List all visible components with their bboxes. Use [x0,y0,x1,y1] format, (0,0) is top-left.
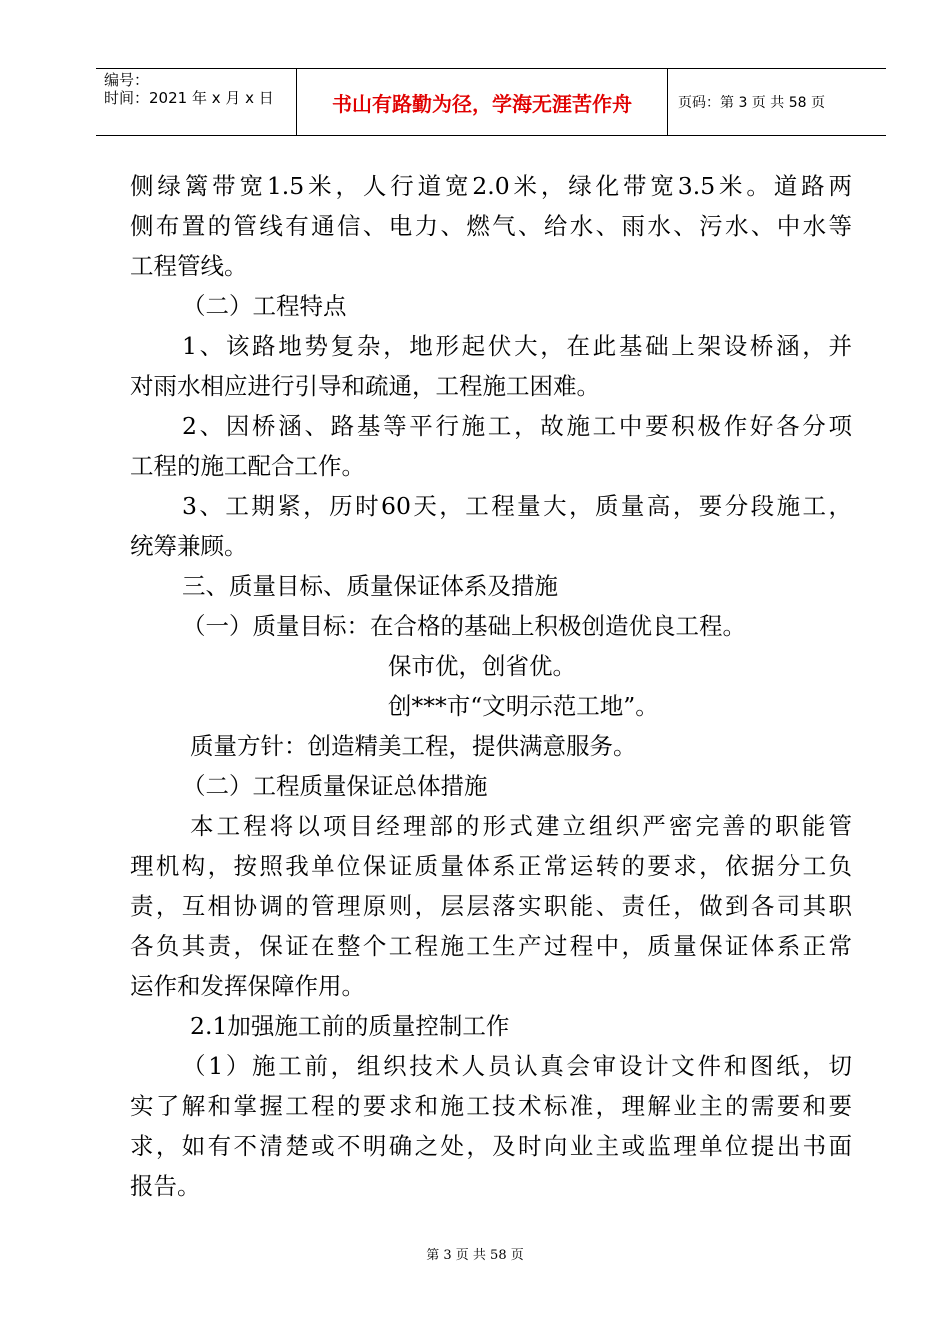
header-page-info: 页码：第 3 页 共 58 页 [678,95,825,111]
body-line: （1）施工前，组织技术人员认真会审设计文件和图纸，切 [182,1052,852,1080]
body-line: 实了解和掌握工程的要求和施工技术标准，理解业主的需要和要 [130,1092,852,1120]
header-motto: 书山有路勤为径，学海无涯苦作舟 [297,69,668,135]
section-heading: （二）工程特点 [182,292,347,320]
serial-number-label: 编号： [104,71,150,89]
section-heading: （二）工程质量保证总体措施 [182,772,488,800]
body-line: 本工程将以项目经理部的形式建立组织严密完善的职能管 [190,812,852,840]
section-heading: 2.1加强施工前的质量控制工作 [190,1012,510,1040]
body-line: 1、该路地势复杂，地形起伏大，在此基础上架设桥涵，并 [182,332,852,360]
body-line: 理机构，按照我单位保证质量体系正常运转的要求，依据分工负 [130,852,852,880]
body-line: （一）质量目标：在合格的基础上积极创造优良工程。 [182,612,746,640]
body-line: 对雨水相应进行引导和疏通，工程施工困难。 [130,372,600,400]
body-line: 责，互相协调的管理原则，层层落实职能、责任，做到各司其职 [130,892,852,920]
body-line: 工程的施工配合工作。 [130,452,365,480]
body-line: 2、因桥涵、路基等平行施工，故施工中要积极作好各分项 [182,412,852,440]
body-line: 创***市“文明示范工地”。 [388,692,659,720]
page-header [96,68,886,136]
body-line: 统筹兼顾。 [130,532,248,560]
header-meta [96,69,297,135]
date-label: 时间：2021 年 x 月 x 日 [104,89,274,107]
body-line: 报告。 [130,1172,201,1200]
body-line: 侧绿篱带宽1.5米，人行道宽2.0米，绿化带宽3.5米。道路两 [130,172,852,200]
body-line: 3、工期紧，历时60天，工程量大，质量高，要分段施工， [182,492,852,520]
body-line: 侧布置的管线有通信、电力、燃气、给水、雨水、污水、中水等 [130,212,852,240]
body-line: 运作和发挥保障作用。 [130,972,365,1000]
body-line: 保市优，创省优。 [388,652,576,680]
body-line: 求，如有不清楚或不明确之处，及时向业主或监理单位提出书面 [130,1132,852,1160]
section-heading: 三、质量目标、质量保证体系及措施 [182,572,558,600]
body-line: 各负其责，保证在整个工程施工生产过程中，质量保证体系正常 [130,932,852,960]
body-line: 质量方针：创造精美工程，提供满意服务。 [190,732,637,760]
body-line: 工程管线。 [130,252,248,280]
page-footer: 第 3 页 共 58 页 [426,1248,524,1263]
